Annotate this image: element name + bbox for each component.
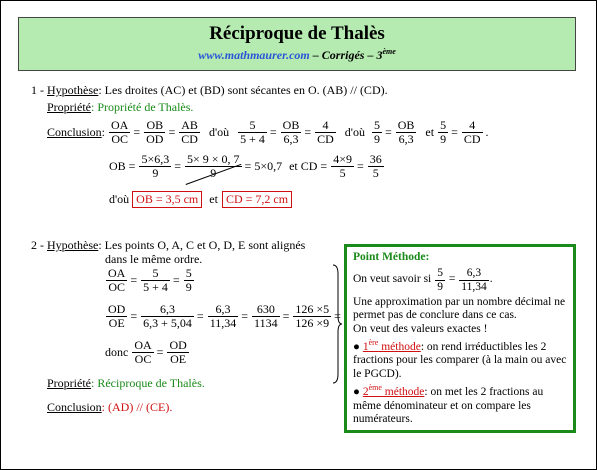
ex2-ratio-oa-oc: $\frac{OA}{OC}$ = $\frac{5}{5 + 4}$ = $\frac{5}{9}$: [108, 266, 192, 294]
ex2-hypothesis: 2 - Hypothèse: Les points O, A, C et O, D, E sont alignés: [31, 238, 306, 252]
frac-ab-cd: $\frac{AB}{CD}$: [181, 118, 198, 146]
ex1-hypothesis: 1 - Hypothèse: Les droites (AC) et (BD) sont sécantes en O. (AB) // (CD).: [31, 83, 388, 97]
page-title: Réciproque de Thalès: [209, 23, 385, 44]
ex2-donc: donc $\frac{OA}{OC}$ = $\frac{OD}{OE}$: [105, 338, 187, 366]
method-box: [344, 244, 576, 433]
brace-icon: [332, 264, 342, 384]
ex2-hypothesis-line2: dans le même ordre.: [105, 252, 203, 266]
ex1-ob-cd-calc: OB = $\frac{5\times 6,3}{9}$ = $\frac{5\times 9 \times 0, 7}{9}$ = 5×0,7 et CD = $\frac{4\times 9}{5}$ = $\frac{36}{5}$: [109, 152, 382, 180]
method-title: Point Méthode:: [353, 251, 430, 263]
method-question: On veut savoir si $\frac{5}{9}$ = $\frac{6,3}{11,34}$ .: [353, 266, 493, 293]
ex2-property: Propriété: Réciproque de Thalès.: [47, 376, 205, 390]
method-text-approx: Une approximation par un nombre décimal ne permet pas de conclure dans ce cas.: [353, 295, 566, 321]
site-link[interactable]: www.mathmaurer.com: [198, 48, 310, 62]
header-subtitle: www.mathmaurer.com – Corrigés – 3ème: [198, 47, 396, 62]
method-text-exact: On veut des valeurs exactes !: [353, 322, 488, 335]
ex1-conclusion-row: Conclusion: $\frac{OA}{OC}$ = $\frac{OB}{OD}$ = $\frac{AB}{CD}$ d'où $\frac{5}{5 + 4}$ = $\frac{OB}{6,3}$ = $\frac{4}{CD}$ d'où $\frac{5}{9}$ = $\frac{OB}{6,3}$ et $\frac{5}{9}$ = $\frac{4}{CD}$ .: [47, 118, 489, 146]
result-ob: OB = 3,5 cm: [132, 191, 202, 208]
result-cd: CD = 7,2 cm: [222, 191, 292, 208]
frac-oa-oc: $\frac{OA}{OC}$: [111, 118, 129, 146]
ex2-conclusion: Conclusion: (AD) // (CE).: [47, 400, 173, 414]
ex1-property: Propriété: Propriété de Thalès.: [47, 100, 194, 114]
frac-ob-od: $\frac{OB}{OD}$: [146, 118, 164, 146]
ex1-results: d'où OB = 3,5 cm et CD = 7,2 cm: [109, 191, 295, 208]
ex2-ratio-od-oe: $\frac{OD}{OE}$ = $\frac{6,3}{6,3 + 5,04}$ = $\frac{6,3}{11,34}$ = $\frac{630}{1134}$ = $\frac{126 \times 5}{126 \times 9}$ =: [105, 303, 358, 330]
method-bullet-1: ● 1ère méthode: on rend irréductibles les 2 fractions pour les comparer (à la main ou avec le PGCD).: [353, 338, 567, 380]
header-box: [18, 17, 576, 71]
method-bullet-2: ● 2ème méthode: on met les 2 fractions au même dénominateur et on compare les numérateurs.: [353, 383, 544, 426]
